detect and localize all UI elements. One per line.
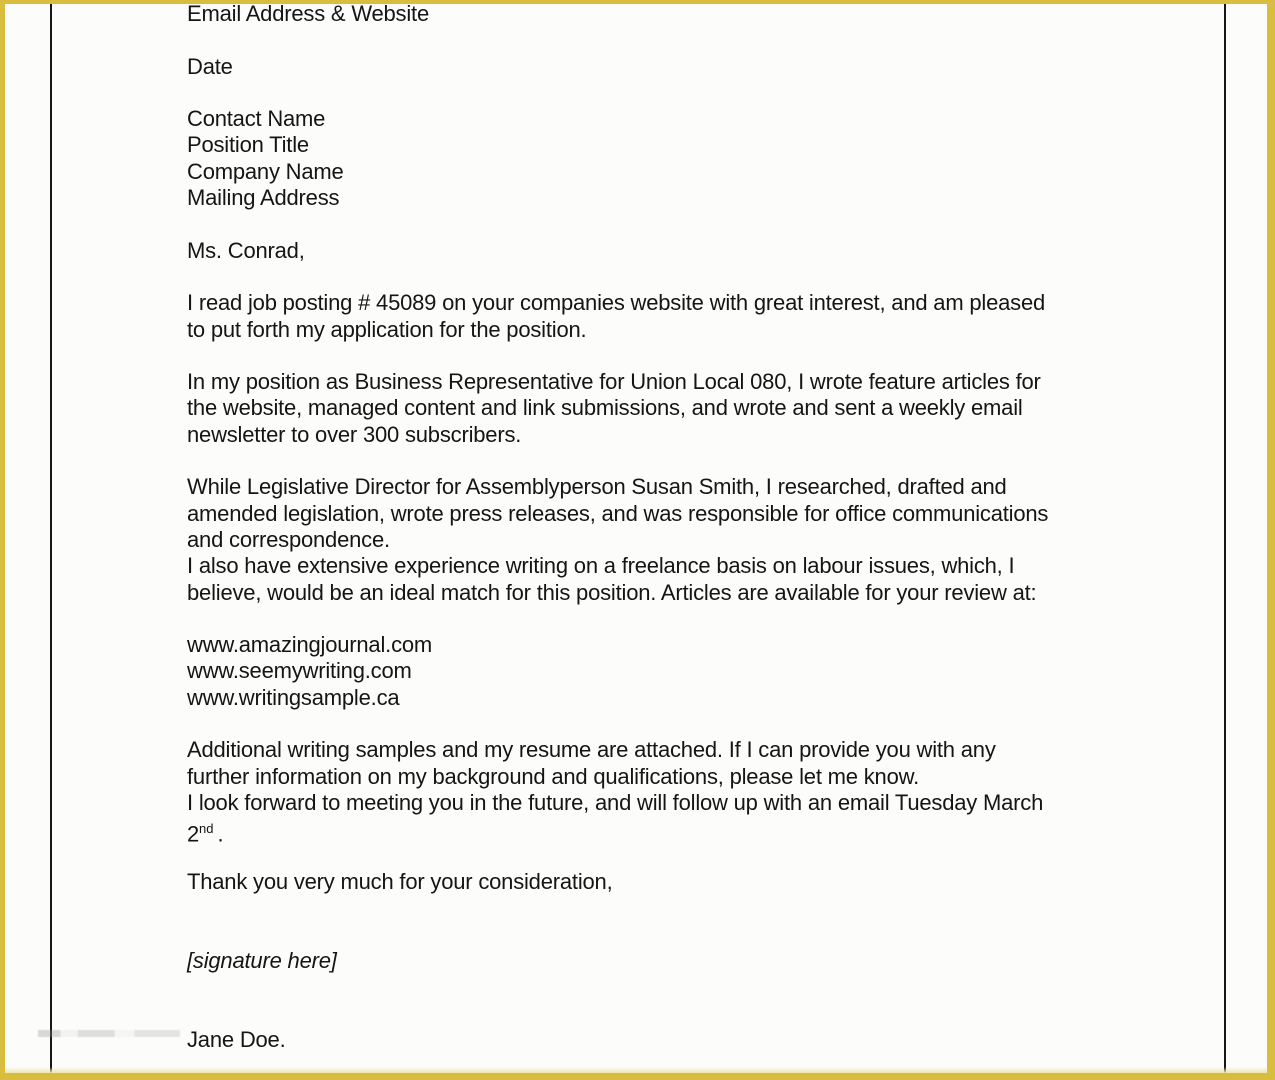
recipient-company-name: Company Name	[187, 158, 344, 184]
faint-watermark-smudge	[38, 1030, 180, 1037]
paragraph-line: In my position as Business Representative for Union Local 080, I wrote feature articles for	[187, 369, 1041, 395]
recipient-block	[187, 106, 1048, 211]
recipient-mailing-address: Mailing Address	[187, 185, 340, 211]
letter-body	[187, 1, 1048, 1053]
followup-date-base: 2	[187, 821, 200, 847]
paragraph-line: I also have extensive experience writing on a freelance basis on labour issues, which, I	[187, 553, 1015, 579]
paragraph-line: and correspondence.	[187, 526, 390, 552]
bottom-border-fade	[5, 1067, 1267, 1073]
signature-name: Jane Doe.	[187, 1026, 286, 1052]
salutation-block	[187, 238, 1048, 264]
thanks-line: Thank you very much for your consideration,	[187, 868, 613, 894]
paragraph-line: I read job posting # 45089 on your companies website with great interest, and am pleased	[187, 290, 1046, 316]
signature-placeholder-block	[187, 948, 1048, 974]
paragraph-line: believe, would be an ideal match for this position. Articles are available for your review at:	[187, 579, 1037, 605]
recipient-contact-name: Contact Name	[187, 106, 326, 132]
paragraph-2	[187, 369, 1048, 448]
paragraph-line: amended legislation, wrote press releases, and was responsible for office communications	[187, 500, 1049, 526]
writing-link-url: www.amazingjournal.com	[187, 632, 433, 658]
followup-date-ordinal: nd	[199, 821, 214, 837]
date-line: Date	[187, 53, 233, 79]
thanks-block	[187, 869, 1048, 895]
signature-name-block	[187, 1027, 1048, 1053]
followup-date-line	[187, 816, 1048, 847]
page-left-rule	[50, 4, 52, 1073]
paragraph-line: further information on my background and qualifications, please let me know.	[187, 763, 919, 789]
heading-line: Email Address & Website	[187, 1, 429, 26]
writing-link-url: www.seemywriting.com	[187, 658, 412, 684]
closing-paragraph	[187, 737, 1048, 847]
paragraph-line: While Legislative Director for Assemblyperson Susan Smith, I researched, drafted and	[187, 474, 1007, 500]
writing-link-url: www.writingsample.ca	[187, 684, 400, 710]
writing-links-block	[187, 632, 1048, 711]
page-right-rule	[1224, 4, 1226, 1073]
signature-placeholder: [signature here]	[187, 947, 337, 973]
paragraph-3	[187, 474, 1048, 605]
paragraph-line: to put forth my application for the position.	[187, 316, 587, 342]
paragraph-line: Additional writing samples and my resume are attached. If I can provide you with any	[187, 737, 996, 763]
paragraph-line: I look forward to meeting you in the future, and will follow up with an email Tuesday March	[187, 789, 1044, 815]
followup-date-period: .	[217, 821, 224, 847]
recipient-position-title: Position Title	[187, 132, 309, 158]
salutation-line: Ms. Conrad,	[187, 237, 305, 263]
paragraph-1	[187, 290, 1048, 343]
paragraph-line: the website, managed content and link submissions, and wrote and sent a weekly email	[187, 395, 1023, 421]
paragraph-line: newsletter to over 300 subscribers.	[187, 421, 522, 447]
date-block	[187, 54, 1048, 80]
heading-block	[187, 1, 1048, 27]
